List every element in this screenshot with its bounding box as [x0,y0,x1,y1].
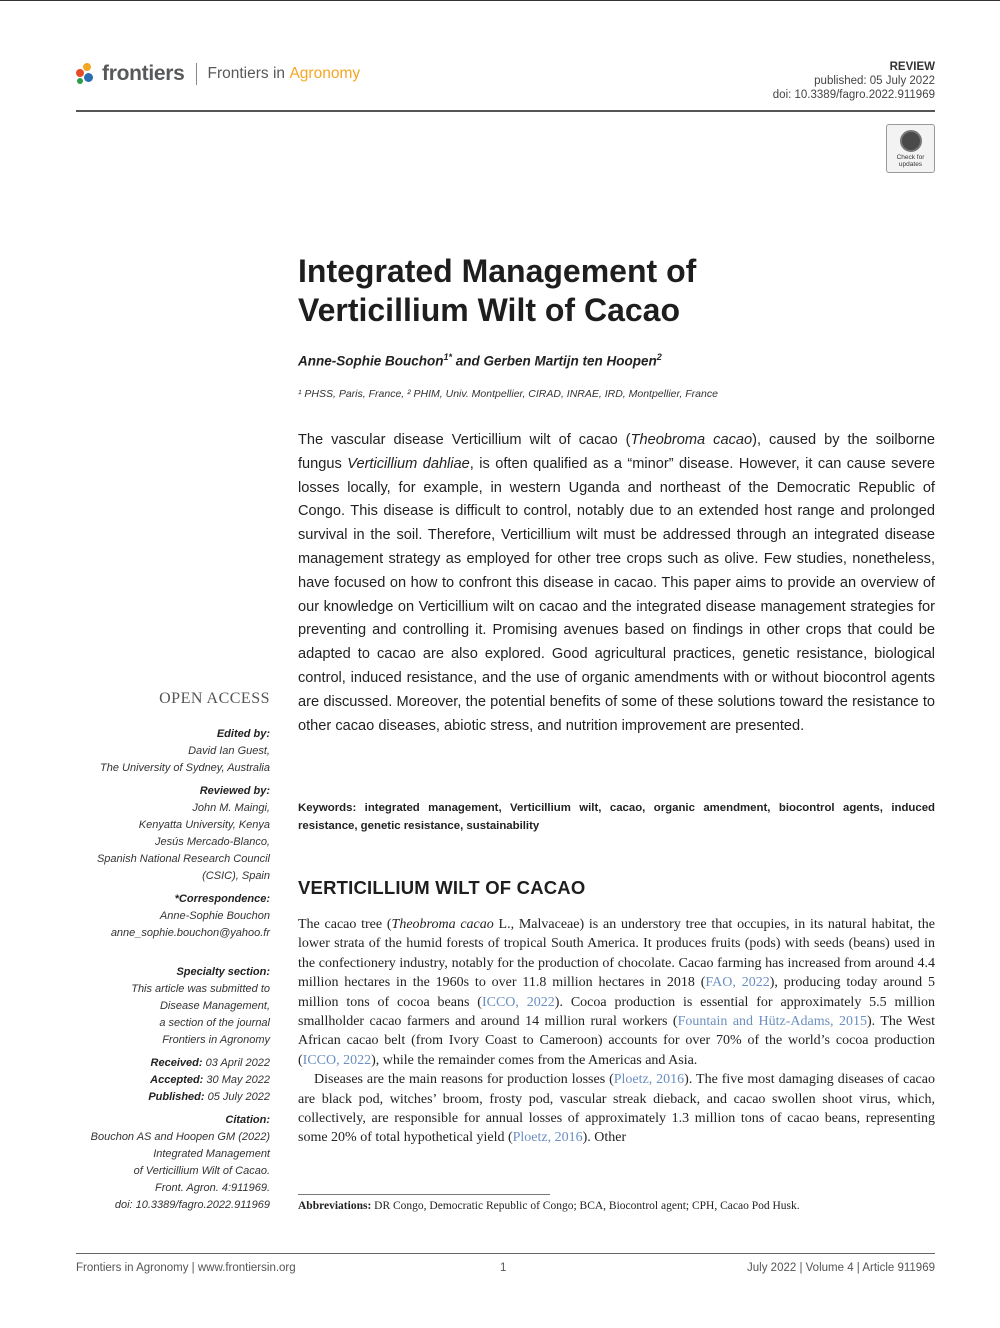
logo-divider [196,63,197,85]
author-name[interactable]: Gerben Martijn ten Hoopen [483,353,657,369]
header-rule [76,110,935,112]
frontiers-logo[interactable] [76,62,360,86]
citation-link[interactable]: Ploetz, 2016 [613,1072,685,1088]
paragraph: The cacao tree (Theobroma cacao L., Malvaceae) is an understory tree that occupies, in its natural habitat, the lower strata of the humid forests of tropical South America. It produces fruits (pods) with seeds (beans) used in the confectionery industry, notably for the production of chocolate. Cacao farming has increased from around 4.4 million hectares in the 1960s to over 11.8 million hectares in 2018 (FAO, 2022), producing today around 5 million tons of cocoa beans (ICCO, 2022). Cocoa production is essential for approximately 5.5 million smallholder cacao farmers and around 14 million rural workers (Fountain and Hütz-Adams, 2015). The West African cacao belt (from Ivory Coast to Cameroon) accounts for over 70% of the world’s cocoa production (ICCO, 2022), while the remainder comes from the Americas and Asia. [298,917,936,1068]
edited-by-label: Edited by: [216,728,270,740]
date-received: Received: 03 April 2022 [150,1057,270,1069]
footer-rule [76,1253,935,1254]
article-meta [773,60,935,102]
footnote-rule [298,1194,550,1195]
journal-prefix: Frontiers in [207,65,286,82]
citation-doi[interactable]: doi: 10.3389/fagro.2022.911969 [114,1199,270,1211]
citation-link[interactable]: ICCO, 2022 [481,994,555,1010]
published-date: published: 05 July 2022 [814,75,935,87]
reviewer-name[interactable]: Jesús Mercado-Blanco, [155,836,270,848]
correspondence-label: *Correspondence: [174,893,270,905]
specialty-label: Specialty section: [176,966,270,978]
page-number: 1 [500,1262,507,1274]
editor-name[interactable]: David Ian Guest, [188,745,270,757]
citation-link[interactable]: Ploetz, 2016 [512,1130,583,1146]
journal-name: Agronomy [289,65,361,82]
footer-journal-link[interactable]: Frontiers in Agronomy | www.frontiersin.org [76,1262,296,1274]
abbreviations-footnote: Abbreviations: DR Congo, Democratic Republic of Congo; BCA, Biocontrol agent; CPH, Cacao Pod Husk. [298,1200,800,1212]
body-text [298,915,935,1148]
reviewed-by-label: Reviewed by: [199,785,270,797]
date-published: Published: 05 July 2022 [148,1091,270,1103]
author-name[interactable]: Anne-Sophie Bouchon [298,353,444,369]
author-list: Anne-Sophie Bouchon$^{1*}$ and Gerben Martijn ten Hoopen$^2$ [298,352,662,369]
citation-link[interactable]: FAO, 2022 [705,975,770,991]
correspondence-email[interactable]: anne_sophie.bouchon@yahoo.fr [110,927,270,939]
reviewer-name[interactable]: John M. Maingi, [192,802,270,814]
section-heading: VERTICILLIUM WILT OF CACAO [298,877,586,898]
frontiers-logo-icon [76,63,98,85]
citation-label: Citation: [225,1114,270,1126]
article-info-sidebar: Edited by: David Ian Guest, The University of Sydney, Australia Reviewed by: John M. Maingi, Kenyatta University, Kenya Jesús Mercado-Blanco, Spanish National Research Council (CSIC), Spain *Correspondence: Anne-Sophie Bouchon anne_sophie.bouchon@yahoo.fr Specialty section: This article was submitted to Disease Management, a section of the journal Frontiers in Agronomy Received: 03 April 2022 Accepted: 30 May 2022 Published: 05 July 2022 Citation: Bouchon AS and Hoopen GM (2022) Integrated Management of Verticillium Wilt of Cacao. Front. Agron. 4:911969. doi: 10.3389/fagro.2022.911969 [60,726,270,1214]
date-accepted: Accepted: 30 May 2022 [150,1074,270,1086]
abstract: The vascular disease Verticillium wilt of cacao (Theobroma cacao), caused by the soilborne fungus Verticillium dahliae, is often qualified as a “minor” disease. However, it can cause severe losses locally, for example, in western Uganda and northeast of the Democratic Republic of Congo. This disease is difficult to control, notably due to an extended host range and prolonged survival in the soil. Therefore, Verticillium wilt must be addressed through an integrated disease management strategy as employed for other tree crops such as olive. Few studies, nonetheless, have focused on how to confront this disease in cacao. This paper aims to provide an overview of our knowledge on Verticillium wilt on cacao and the integrated disease management strategies for preventing and controlling it. Promising avenues based on findings in other crops that could be adapted to cacao are also explored. Good agricultural practices, genetic resistance, biological control, induced resistance, and the use of organic amendments with or without biocontrol agents are discussed. Moreover, the potential benefits of some of these solutions toward the resistance to other cacao diseases, abiotic stress, and nutrition improvement are presented. [298,432,935,734]
keywords: Keywords: integrated management, Verticillium wilt, cacao, organic amendment, biocontrol agents, induced resistance, genetic resistance, sustainability [298,802,935,832]
check-updates-icon [900,130,922,152]
check-for-updates-button[interactable]: Check for updates [886,124,935,173]
top-border [0,0,1000,1]
citation-link[interactable]: ICCO, 2022 [302,1052,372,1068]
footer-issue-info: July 2022 | Volume 4 | Article 911969 [747,1262,935,1274]
article-title: Integrated Management of Verticillium Wilt of Cacao [298,253,697,328]
brand-name: frontiers [102,62,185,85]
paragraph: Diseases are the main reasons for production losses (Ploetz, 2016). The five most damaging diseases of cacao are black pod, witches’ broom, frosty pod, vascular streak dieback, and cacao swollen shoot virus, which, collectively, are responsible for annual losses of approximately 1.3 million tons of cacao beans, representing some 20% of total hypothetical yield (Ploetz, 2016). Other [298,1072,935,1146]
citation-link[interactable]: Fountain and Hütz-Adams, 2015 [677,1014,867,1030]
open-access-label: OPEN ACCESS [159,690,270,707]
article-type: REVIEW [889,61,935,73]
affiliations: ¹ PHSS, Paris, France, ² PHIM, Univ. Montpellier, CIRAD, INRAE, IRD, Montpellier, France [298,388,718,400]
article-doi[interactable]: doi: 10.3389/fagro.2022.911969 [772,89,935,101]
